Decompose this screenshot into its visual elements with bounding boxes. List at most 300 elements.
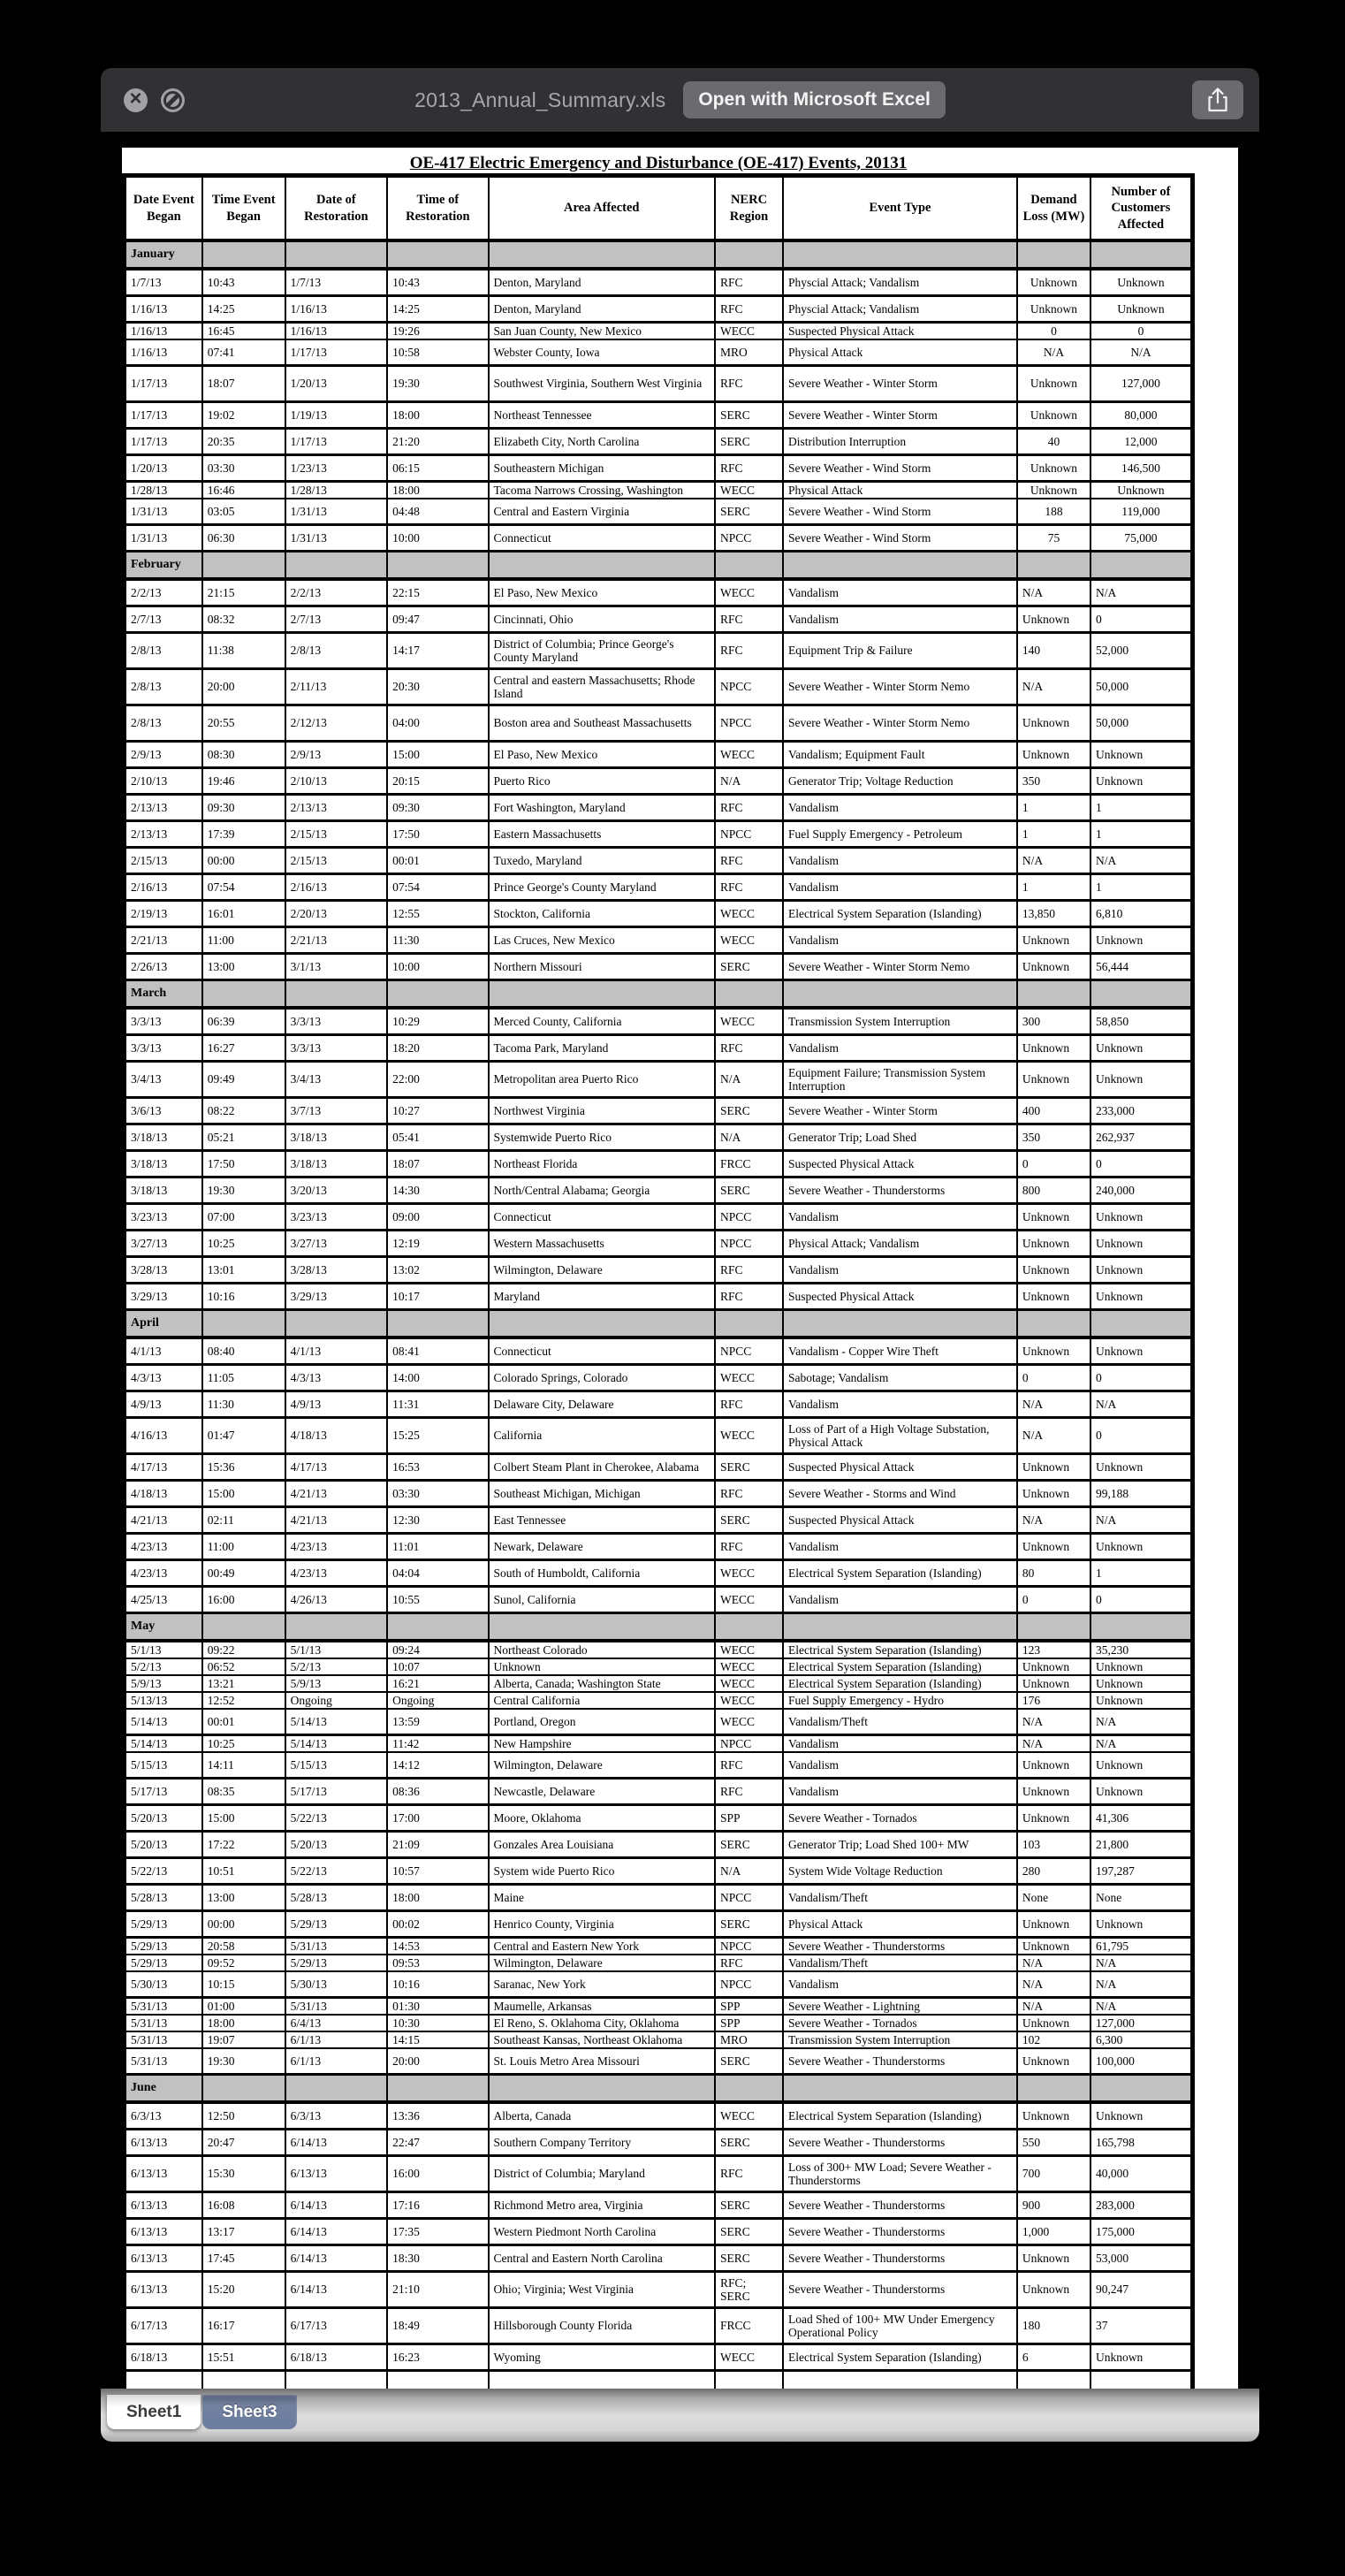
cell: 6/18/13 xyxy=(286,2345,389,2369)
cell: 1/17/13 xyxy=(286,340,389,364)
cell: N/A xyxy=(716,1063,784,1096)
cell: Wilmington, Delaware xyxy=(490,1753,716,1777)
cell: Unknown xyxy=(1018,1676,1091,1691)
cell xyxy=(490,242,716,267)
cell: Connecticut xyxy=(490,1205,716,1229)
cell: Vandalism xyxy=(784,1736,1018,1751)
cell xyxy=(286,553,389,577)
cell: 3/29/13 xyxy=(286,1284,389,1308)
cell: South of Humboldt, California xyxy=(490,1561,716,1585)
cell: Alberta, Canada xyxy=(490,2104,716,2128)
cell: Severe Weather - Thunderstorms xyxy=(784,2220,1018,2244)
cell xyxy=(716,981,784,1006)
cell: 08:22 xyxy=(203,1099,286,1123)
cell: 22:00 xyxy=(388,1063,489,1096)
cell: 00:01 xyxy=(388,849,489,873)
cell: MRO xyxy=(716,340,784,364)
cell: 10:58 xyxy=(388,340,489,364)
cell: 900 xyxy=(1018,2193,1091,2217)
cell: May xyxy=(126,1614,203,1639)
cell: 6/13/13 xyxy=(286,2157,389,2191)
table-row xyxy=(126,769,1190,796)
cell: Vandalism xyxy=(784,607,1018,631)
cell: Unknown xyxy=(1018,456,1091,480)
cell: Severe Weather - Thunderstorms xyxy=(784,2193,1018,2217)
cell xyxy=(490,2372,716,2389)
cell: Northeast Colorado xyxy=(490,1642,716,1658)
table-row xyxy=(126,1205,1190,1231)
cell: 13,850 xyxy=(1018,902,1091,926)
cell: N/A xyxy=(1018,670,1091,704)
cell: Severe Weather - Tornados xyxy=(784,2016,1018,2031)
cell: 12:55 xyxy=(388,902,489,926)
cell: 5/15/13 xyxy=(126,1753,203,1777)
cell xyxy=(1018,2076,1091,2100)
cell: Loss of Part of a High Voltage Substation, Physical Attack xyxy=(784,1419,1018,1452)
cell: 0 xyxy=(1137,324,1144,338)
cell: 3/18/13 xyxy=(286,1125,389,1149)
cell: Unknown xyxy=(1095,1459,1144,1474)
cell: Vandalism - Copper Wire Theft xyxy=(784,1339,1018,1363)
table-row xyxy=(126,1806,1190,1833)
cell: Vandalism xyxy=(784,875,1018,899)
cell: 16:00 xyxy=(203,1588,286,1612)
cell: Maryland xyxy=(490,1284,716,1308)
cell: 19:30 xyxy=(203,1178,286,1202)
cell: Unknown xyxy=(1018,1780,1091,1803)
cell: 6/13/13 xyxy=(126,2193,203,2217)
tab-sheet1[interactable]: Sheet1 xyxy=(107,2395,201,2429)
month-row xyxy=(126,1614,1190,1642)
cell: Time Event Began xyxy=(203,178,286,239)
cell: 5/14/13 xyxy=(126,1710,203,1734)
cell: 2/15/13 xyxy=(286,849,389,873)
cell: 08:41 xyxy=(388,1339,489,1363)
cell xyxy=(286,2372,389,2389)
cell: 280 xyxy=(1018,1859,1091,1883)
cell: 1/19/13 xyxy=(286,403,389,427)
month-row xyxy=(126,2076,1190,2104)
cell: 07:00 xyxy=(203,1205,286,1229)
cell: Cincinnati, Ohio xyxy=(490,607,716,631)
table-row xyxy=(126,875,1190,902)
cell: El Reno, S. Oklahoma City, Oklahoma xyxy=(490,2016,716,2031)
cell xyxy=(716,242,784,267)
cell: Generator Trip; Voltage Reduction xyxy=(784,769,1018,793)
cell: 6/3/13 xyxy=(286,2104,389,2128)
cell: 4/25/13 xyxy=(126,1588,203,1612)
cell: 100,000 xyxy=(1095,2054,1135,2068)
cell: 0 xyxy=(1095,1370,1102,1384)
table-row xyxy=(126,499,1190,526)
cell: 1/23/13 xyxy=(286,456,389,480)
cell: RFC xyxy=(716,1036,784,1060)
cell: Transmission System Interruption xyxy=(784,2032,1018,2047)
cell: Western Piedmont North Carolina xyxy=(490,2220,716,2244)
cell: 19:30 xyxy=(203,2049,286,2073)
cell: Unknown xyxy=(1018,706,1091,740)
cell: RFC xyxy=(716,2157,784,2191)
cell: Boston area and Southeast Massachusetts xyxy=(490,706,716,740)
cell: 2/9/13 xyxy=(126,743,203,766)
cell: 2/12/13 xyxy=(286,706,389,740)
cell: Electrical System Separation (Islanding) xyxy=(784,1561,1018,1585)
cell: 10:15 xyxy=(203,1972,286,1996)
cell: Sunol, California xyxy=(490,1588,716,1612)
cell: Unknown xyxy=(1117,275,1165,289)
cell: 0 xyxy=(1095,1429,1102,1443)
cell: Unknown xyxy=(1018,1482,1091,1505)
cell: SERC xyxy=(716,1178,784,1202)
cell xyxy=(1091,1614,1190,1639)
cell: WECC xyxy=(716,1010,784,1033)
cell xyxy=(286,242,389,267)
table-row xyxy=(126,1366,1190,1392)
table-row xyxy=(126,1972,1190,1999)
cell: 11:05 xyxy=(203,1366,286,1390)
cell: 2/21/13 xyxy=(286,928,389,952)
cell xyxy=(388,2372,489,2389)
cell: 1/17/13 xyxy=(126,403,203,427)
open-with-excel-button[interactable]: Open with Microsoft Excel xyxy=(683,81,946,118)
cell: 2/13/13 xyxy=(126,796,203,819)
cell: Unknown xyxy=(1018,607,1091,631)
cell: March xyxy=(126,981,203,1006)
tab-sheet3[interactable]: Sheet3 xyxy=(202,2395,296,2429)
table-row xyxy=(126,955,1190,981)
cell: N/A xyxy=(1095,1714,1117,1728)
cell: 140 xyxy=(1018,634,1091,667)
cell: 5/29/13 xyxy=(126,1939,203,1954)
cell: 10:25 xyxy=(203,1736,286,1751)
cell: 10:43 xyxy=(203,271,286,294)
cell: 15:51 xyxy=(203,2345,286,2369)
cell: NERC Region xyxy=(716,178,784,239)
cell: Newcastle, Delaware xyxy=(490,1780,716,1803)
cell: 08:30 xyxy=(203,743,286,766)
cell: 11:30 xyxy=(203,1392,286,1416)
cell: Severe Weather - Tornados xyxy=(784,1806,1018,1830)
cell: Southeast Kansas, Northeast Oklahoma xyxy=(490,2032,716,2047)
table-row xyxy=(126,367,1190,403)
cell: 01:30 xyxy=(388,1999,489,2014)
cell xyxy=(1091,553,1190,577)
table-row xyxy=(126,2345,1190,2372)
cell: Alberta, Canada; Washington State xyxy=(490,1676,716,1691)
cell: SERC xyxy=(716,1455,784,1479)
cell: New Hampshire xyxy=(490,1736,716,1751)
cell: Unknown xyxy=(1018,1339,1091,1363)
cell: 5/22/13 xyxy=(286,1859,389,1883)
cell: Severe Weather - Wind Storm xyxy=(784,526,1018,550)
cell: 75,000 xyxy=(1124,530,1158,545)
cell xyxy=(388,553,489,577)
cell: 10:27 xyxy=(388,1099,489,1123)
cell: Unknown xyxy=(1018,1036,1091,1060)
cell: 4/1/13 xyxy=(126,1339,203,1363)
cell: NPCC xyxy=(716,1972,784,1996)
cell: Unknown xyxy=(1095,1236,1144,1250)
cell: Unknown xyxy=(1018,2104,1091,2128)
cell: 6/17/13 xyxy=(286,2309,389,2343)
cell xyxy=(286,981,389,1006)
cell: 16:00 xyxy=(388,2157,489,2191)
cell xyxy=(126,2372,203,2389)
cell: 2/16/13 xyxy=(286,875,389,899)
cell: 16:21 xyxy=(388,1676,489,1691)
cell: 5/20/13 xyxy=(126,1833,203,1856)
cell: N/A xyxy=(716,769,784,793)
table-row xyxy=(126,1482,1190,1508)
cell: Unknown xyxy=(1018,2049,1091,2073)
cell: 16:46 xyxy=(203,483,286,498)
cell: 11:00 xyxy=(203,1535,286,1559)
cell: San Juan County, New Mexico xyxy=(490,324,716,339)
cell: Tuxedo, Maryland xyxy=(490,849,716,873)
cell: 4/9/13 xyxy=(286,1392,389,1416)
cell: 3/18/13 xyxy=(126,1125,203,1149)
cell: 10:30 xyxy=(388,2016,489,2031)
cell: 3/23/13 xyxy=(286,1205,389,1229)
cell xyxy=(203,2076,286,2100)
cell: RFC xyxy=(716,1780,784,1803)
cell: 14:25 xyxy=(388,297,489,321)
cell: 550 xyxy=(1018,2130,1091,2154)
cell xyxy=(1091,242,1190,267)
cell: 12,000 xyxy=(1124,434,1158,448)
cell: 1 xyxy=(1095,880,1102,894)
cell: 13:01 xyxy=(203,1258,286,1282)
cell xyxy=(784,1311,1018,1336)
cell: 350 xyxy=(1018,769,1091,793)
cell: 5/20/13 xyxy=(126,1806,203,1830)
cell: Vandalism/Theft xyxy=(784,1710,1018,1734)
cell: Unknown xyxy=(1018,1455,1091,1479)
cell: 300 xyxy=(1018,1010,1091,1033)
cell: NPCC xyxy=(716,1939,784,1954)
cell: 4/17/13 xyxy=(286,1455,389,1479)
cell: 09:53 xyxy=(388,1955,489,1970)
cell: 6/14/13 xyxy=(286,2273,389,2306)
cell: 146,500 xyxy=(1121,461,1160,475)
cell: 03:05 xyxy=(203,499,286,523)
cell: SERC xyxy=(716,955,784,979)
cell: 4/21/13 xyxy=(286,1508,389,1532)
cell xyxy=(490,553,716,577)
cell: RFC xyxy=(716,607,784,631)
cell: 197,287 xyxy=(1095,1863,1135,1878)
cell: 188 xyxy=(1018,499,1091,523)
cell xyxy=(1091,981,1190,1006)
cell: 17:16 xyxy=(388,2193,489,2217)
cell: Severe Weather - Thunderstorms xyxy=(784,2246,1018,2270)
cell: 0 xyxy=(1095,1592,1102,1606)
cell: 4/3/13 xyxy=(126,1366,203,1390)
cell: Webster County, Iowa xyxy=(490,340,716,364)
cell: 3/23/13 xyxy=(126,1205,203,1229)
cell: WECC xyxy=(716,581,784,605)
cell: 40 xyxy=(1018,430,1091,453)
cell: SERC xyxy=(716,499,784,523)
cell: 13:02 xyxy=(388,1258,489,1282)
cell: 08:35 xyxy=(203,1780,286,1803)
cell: Unknown xyxy=(1095,1784,1144,1798)
month-row xyxy=(126,1311,1190,1339)
cell: 5/29/13 xyxy=(286,1955,389,1970)
cell: System wide Puerto Rico xyxy=(490,1859,716,1883)
cell: 15:25 xyxy=(388,1419,489,1452)
table-row xyxy=(126,1710,1190,1736)
cell: Date Event Began xyxy=(126,178,203,239)
cell: Severe Weather - Winter Storm Nemo xyxy=(784,955,1018,979)
cell xyxy=(1018,981,1091,1006)
cell: Fort Washington, Maryland xyxy=(490,796,716,819)
cell: Tacoma Narrows Crossing, Washington xyxy=(490,483,716,498)
table-row xyxy=(126,403,1190,430)
cell: 127,000 xyxy=(1095,2016,1135,2030)
share-icon xyxy=(1207,88,1228,112)
cell: 14:12 xyxy=(388,1753,489,1777)
cell: Electrical System Separation (Islanding) xyxy=(784,2104,1018,2128)
cell: 350 xyxy=(1018,1125,1091,1149)
cell xyxy=(203,1311,286,1336)
cell: SERC xyxy=(716,1833,784,1856)
cell: 5/14/13 xyxy=(286,1736,389,1751)
cell: 3/7/13 xyxy=(286,1099,389,1123)
cell: 03:30 xyxy=(203,456,286,480)
cell: 4/18/13 xyxy=(286,1419,389,1452)
cell: 01:47 xyxy=(203,1419,286,1452)
table-row xyxy=(126,430,1190,456)
cell: 16:17 xyxy=(203,2309,286,2343)
cell: 5/28/13 xyxy=(286,1886,389,1909)
cell: 22:15 xyxy=(388,581,489,605)
cell: 175,000 xyxy=(1095,2224,1135,2238)
cell: St. Louis Metro Area Missouri xyxy=(490,2049,716,2073)
table-row xyxy=(126,1535,1190,1561)
cell: Southern Company Territory xyxy=(490,2130,716,2154)
cell: WECC xyxy=(716,902,784,926)
cell: 1/16/13 xyxy=(126,324,203,339)
table-row xyxy=(126,2157,1190,2193)
cell: WECC xyxy=(716,1561,784,1585)
cell: 4/26/13 xyxy=(286,1588,389,1612)
cell: SPP xyxy=(716,1806,784,1830)
cell: Unknown xyxy=(490,1659,716,1674)
cell: Distribution Interruption xyxy=(784,430,1018,453)
cell: Colorado Springs, Colorado xyxy=(490,1366,716,1390)
cell: 5/31/13 xyxy=(126,2049,203,2073)
table-row xyxy=(126,2104,1190,2130)
table-row xyxy=(126,1939,1190,1955)
cell xyxy=(716,2372,784,2389)
cell xyxy=(203,981,286,1006)
cell: Number of Customers Affected xyxy=(1111,185,1171,232)
cell: N/A xyxy=(1095,853,1117,867)
cell: Time of Restoration xyxy=(388,178,489,239)
cell: FRCC xyxy=(716,1152,784,1176)
cell: 165,798 xyxy=(1095,2135,1135,2149)
cell: Unknown xyxy=(1018,2016,1091,2031)
cell: Denton, Maryland xyxy=(490,297,716,321)
cell: Unknown xyxy=(1018,955,1091,979)
cell: Unknown xyxy=(1018,2273,1091,2306)
cell: WECC xyxy=(716,1676,784,1691)
cell: N/A xyxy=(1018,1736,1091,1751)
cell: 5/31/13 xyxy=(286,1939,389,1954)
cell: 3/20/13 xyxy=(286,1178,389,1202)
cell: 10:16 xyxy=(203,1284,286,1308)
cell: 6/3/13 xyxy=(126,2104,203,2128)
cell: 5/22/13 xyxy=(126,1859,203,1883)
close-icon[interactable]: × xyxy=(124,88,148,112)
cell xyxy=(784,981,1018,1006)
cell: 5/14/13 xyxy=(286,1710,389,1734)
cell: Unknown xyxy=(1018,1912,1091,1936)
cell: Severe Weather - Thunderstorms xyxy=(784,2049,1018,2073)
cell: 16:27 xyxy=(203,1036,286,1060)
cell: Severe Weather - Winter Storm xyxy=(784,403,1018,427)
cell: Merced County, California xyxy=(490,1010,716,1033)
cell: 4/9/13 xyxy=(126,1392,203,1416)
cell: FRCC xyxy=(716,2309,784,2343)
cell: 13:17 xyxy=(203,2220,286,2244)
share-button[interactable] xyxy=(1192,80,1243,119)
cell: 20:35 xyxy=(203,430,286,453)
cell: June xyxy=(126,2076,203,2100)
cell: Central California xyxy=(490,1693,716,1708)
cell: 4/21/13 xyxy=(286,1482,389,1505)
cell: Suspected Physical Attack xyxy=(784,1284,1018,1308)
cell: Vandalism/Theft xyxy=(784,1955,1018,1970)
cell: 0 xyxy=(1018,1588,1091,1612)
cell: Unknown xyxy=(1018,271,1091,294)
table-row xyxy=(126,1561,1190,1588)
table-row xyxy=(126,1999,1190,2016)
cell: Unknown xyxy=(1018,1205,1091,1229)
cell: 07:54 xyxy=(388,875,489,899)
cell: Ongoing xyxy=(286,1693,389,1708)
cell: 18:00 xyxy=(388,1886,489,1909)
cell: Unknown xyxy=(1095,2108,1144,2123)
cell: 5/31/13 xyxy=(286,1999,389,2014)
cell: 1 xyxy=(1018,796,1091,819)
cell: 1/17/13 xyxy=(286,430,389,453)
cell: 17:50 xyxy=(388,822,489,846)
table-row xyxy=(126,1753,1190,1780)
cell: Portland, Oregon xyxy=(490,1710,716,1734)
cell: 56,444 xyxy=(1095,959,1129,973)
cell: Eastern Massachusetts xyxy=(490,822,716,846)
spreadsheet xyxy=(122,148,1238,2389)
cell: Maumelle, Arkansas xyxy=(490,1999,716,2014)
cell: Unknown xyxy=(1095,1917,1144,1931)
cell: 262,937 xyxy=(1095,1130,1135,1144)
cell: Unknown xyxy=(1095,1344,1144,1358)
cell: 127,000 xyxy=(1121,377,1160,391)
cell: California xyxy=(490,1419,716,1452)
cell: 16:01 xyxy=(203,902,286,926)
cell: Moore, Oklahoma xyxy=(490,1806,716,1830)
cell: 09:30 xyxy=(203,796,286,819)
cell: 123 xyxy=(1018,1642,1091,1658)
table-row xyxy=(126,1659,1190,1676)
cell: Wilmington, Delaware xyxy=(490,1258,716,1282)
table-row xyxy=(126,1588,1190,1614)
cell: 11:30 xyxy=(388,928,489,952)
cell xyxy=(1091,2076,1190,2100)
cell: 19:30 xyxy=(388,367,489,400)
